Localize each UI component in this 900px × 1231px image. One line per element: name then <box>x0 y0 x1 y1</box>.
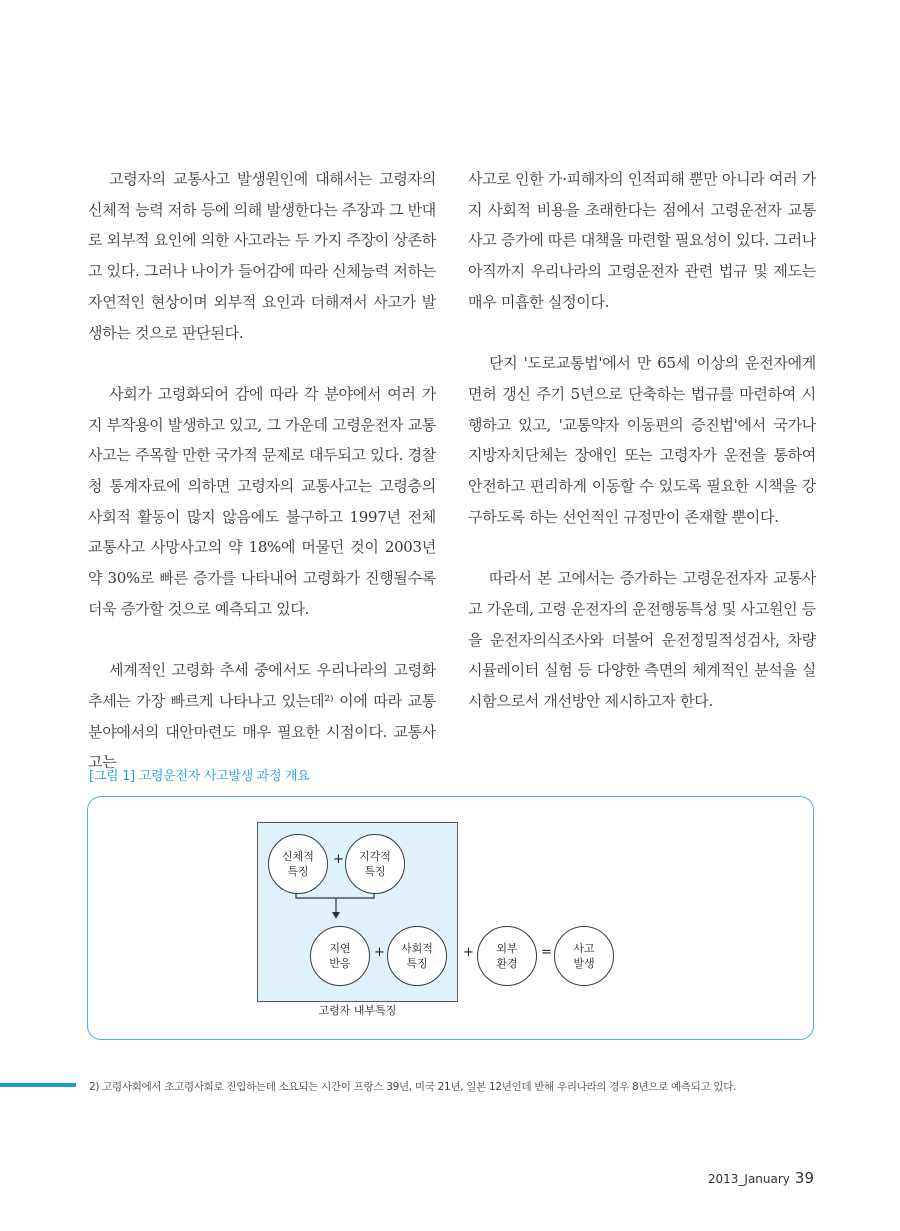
issue-label: 2013_January <box>707 1172 790 1186</box>
physical-trait-node: 신체적 특징 <box>268 834 328 894</box>
article-right-column <box>468 164 816 747</box>
equals-operator: = <box>541 945 552 960</box>
paragraph: 단지 '도로교통법'에서 만 65세 이상의 운전자에게 면허 갱신 주기 5년으로 단축하는 법규를 마련하여 시행하고 있고, '교통약자 이동편의 증진법'에서 국가나 지방자치단체는 장애인 또는 고령자가 운전을 통하여 안전하고 편리하게 이동할 수 있도록 필요한 시책을 강구하도록 하는 선언적인 규정만이 존재할 뿐이다. <box>468 354 816 526</box>
footnote: 2) 고령사회에서 초고령사회로 진입하는데 소요되는 시간이 프랑스 39년, 미국 21년, 일본 12년인데 반해 우리나라의 경우 8년으로 예측되고 있다. <box>89 1081 737 1093</box>
delayed-reaction-node: 지연 반응 <box>310 926 370 986</box>
paragraph: 세계적인 고령화 추세 중에서도 우리나라의 고령화 추세는 가장 빠르게 나타나고 있는데²⁾ 이에 따라 교통 분야에서의 대안마련도 매우 필요한 시점이다. 교통사고는 <box>88 661 436 772</box>
page-footer <box>708 1168 814 1187</box>
internal-characteristics-label: 고령자 내부특징 <box>318 1004 397 1017</box>
paragraph: 사회가 고령화되어 감에 따라 각 분야에서 여러 가지 부작용이 발생하고 있고, 그 가운데 고령운전자 교통사고는 주목할 만한 국가적 문제로 대두되고 있다. 경찰청 통계자료에 의하면 고령자의 교통사고는 고령층의 사회적 활동이 많지 않음에도 불구하고 1997년 전체 교통사고 사망사고의 약 18%에 머물던 것이 2003년 약 30%로 빠른 증가를 나타내어 고령화가 진행될수록 더욱 증가할 것으로 예측되고 있다. <box>88 384 436 618</box>
external-environment-node: 외부 환경 <box>477 926 537 986</box>
plus-operator: + <box>374 945 385 960</box>
paragraph: 고령자의 교통사고 발생원인에 대해서는 고령자의 신체적 능력 저하 등에 의해 발생한다는 주장과 그 반대로 외부적 요인에 의한 사고라는 두 가지 주장이 상존하고 있다. 그러나 나이가 들어감에 따라 신체능력 저하는 자연적인 현상이며 외부적 요인과 더해져서 사고가 발생하는 것으로 판단된다. <box>88 170 436 342</box>
perceptual-trait-node: 지각적 특징 <box>345 834 405 894</box>
social-trait-node: 사회적 특징 <box>387 926 447 986</box>
paragraph: 사고로 인한 가·피해자의 인적피해 뿐만 아니라 여러 가지 사회적 비용을 초래한다는 점에서 고령운전자 교통사고 증가에 따른 대책을 마련할 필요성이 있다. 그러나 아직까지 우리나라의 고령운전자 관련 법규 및 제도는 매우 미흡한 실정이다. <box>468 170 816 311</box>
footnote-accent-bar <box>0 1083 76 1087</box>
figure-caption: [그림 1] 고령운전자 사고발생 과정 개요 <box>89 769 310 784</box>
accident-occurrence-node: 사고 발생 <box>554 926 614 986</box>
paragraph: 따라서 본 고에서는 증가하는 고령운전자자 교통사고 가운데, 고령 운전자의 운전행동특성 및 사고원인 등을 운전자의식조사와 더불어 운전정밀적성검사, 차량 시뮬레이터 실험 등 다양한 측면의 체계적인 분석을 실시함으로서 개선방안 제시하고자 한다. <box>468 569 816 710</box>
plus-operator: + <box>333 852 344 867</box>
page-number: 39 <box>794 1169 814 1187</box>
article-left-column <box>88 164 436 809</box>
plus-operator: + <box>463 945 474 960</box>
